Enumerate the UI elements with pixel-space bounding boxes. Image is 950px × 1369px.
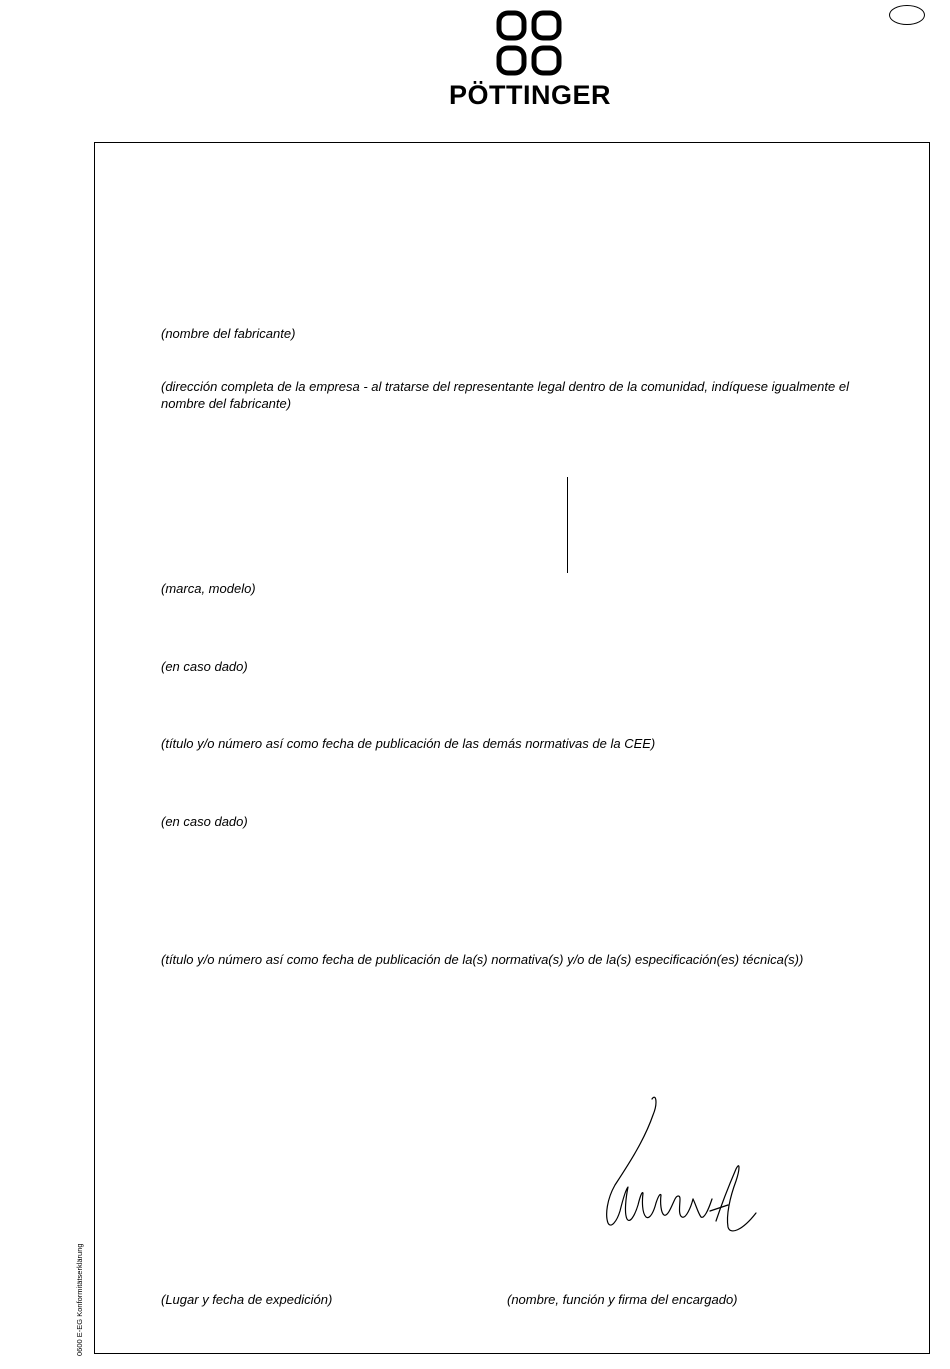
handwritten-signature-icon xyxy=(598,1093,760,1238)
signer-label: (nombre, función y firma del encargado) xyxy=(507,1292,738,1307)
pottinger-logo-icon xyxy=(496,10,562,76)
manufacturer-name-label: (nombre del fabricante) xyxy=(161,326,296,341)
oval-badge-icon xyxy=(889,5,925,25)
side-note: 0600 E-EG Konformitätserklärung xyxy=(75,1243,84,1356)
brand-name: PÖTTINGER xyxy=(448,80,611,110)
other-directives-label: (título y/o número así como fecha de publicación de las demás normativas de la CEE) xyxy=(161,736,656,751)
standards-label: (título y/o número así como fecha de publicación de la(s) normativa(s) y/o de la(s) especificación(es) técnica(s)) xyxy=(161,952,804,967)
vertical-divider xyxy=(567,477,568,573)
company-address-label: (dirección completa de la empresa - al tratarse del representante legal dentro de la comunidad, indíquese igualmente el nombre del fabricante) xyxy=(161,379,849,411)
company-logo xyxy=(425,10,635,110)
optional-label-2: (en caso dado) xyxy=(161,814,248,829)
optional-label-1: (en caso dado) xyxy=(161,659,248,674)
place-date-label: (Lugar y fecha de expedición) xyxy=(161,1292,333,1307)
brand-model-label: (marca, modelo) xyxy=(161,581,256,596)
